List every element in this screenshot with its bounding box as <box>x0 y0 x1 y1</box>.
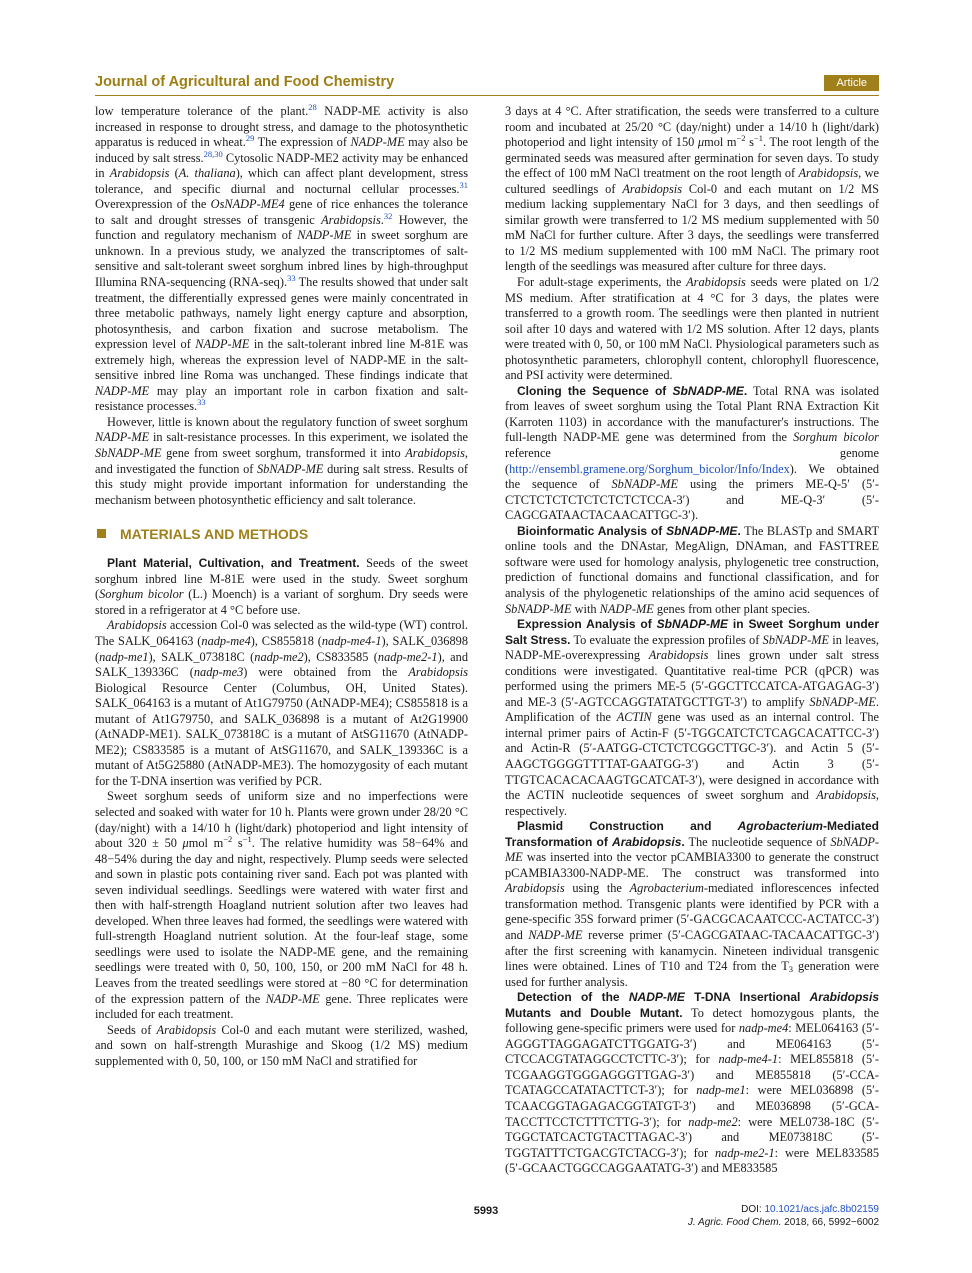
text-run: s <box>232 836 243 851</box>
text-run: . The relative humidity was 58−64% and 48−54% during the day and night, respectively. Plump seeds were selected and sown in plastic pots containing river sand. Each pot was planted with seven individual seedlings. Seedlings were watered with water first and then with half-strength Hoagland nutrient solution after two leaves had developed. When three leaves had formed, the seedlings were watered with full-strength Hoagland nutrient solution. At the four-leaf stage, some seedlings were used to isolate the NADP-ME gene, and the remaining seedlings were treated with 0, 50, 100, 150, or 200 mM NaCl for 48 h. Leaves from the treated seedlings were stored at −80 °C for determination of the expression pattern of the <box>95 836 469 1006</box>
italic-term: NADP-ME <box>95 430 150 445</box>
citation-reference[interactable]: 28,30 <box>203 148 223 159</box>
italic-term: Sorghum bicolor <box>793 430 879 445</box>
journal-header <box>95 74 879 94</box>
header-divider <box>95 95 879 96</box>
italic-term: Arabidopsis <box>408 665 468 680</box>
italic-term: SbNADP-ME <box>256 461 324 476</box>
subscript: 3 <box>788 964 793 975</box>
unit-exponent: −2 <box>223 834 233 845</box>
italic-term: A. thaliana <box>178 166 236 181</box>
text-run: -mediated inflorescences infected transformation method. Transgenic plants were identified by PCR with a gene-specific 35S forward primer (5′-GACGCACAATCCC-ACTATCC-3′) and <box>505 881 879 942</box>
run-in-heading: -Mediated Transformation of <box>505 819 879 849</box>
text-run: seeds were plated on 1/2 MS medium. After stratification at 4 °C for 3 days, the plates were transferred to a growth room. The seedlings were then planted in nutrient soil after 10 days and watered with 1/2 MS solution. After 12 days, plants were treated with 0, 50, or 100 mM NaCl. Physiological parameters such as photosynthetic parameters, chlorophyll content, chlorophyll fluorescence, and PSI activity were determined. <box>505 275 879 383</box>
text-run: in leaves, NADP-ME-overexpressing <box>505 632 880 663</box>
italic-term: Arabidopsis <box>107 618 167 633</box>
text-run: ), CS833585 ( <box>303 649 378 664</box>
run-in-heading-italic: Arabidopsis <box>612 834 682 849</box>
text-run: : were MEL0738-18C (5′-TGGCTATCACTGTACTTAGAC-3′) and ME073818C (5′-TGGTATTTCTGACGTCTACG-3′); for <box>505 1114 879 1160</box>
citation-reference[interactable]: 29 <box>245 133 255 144</box>
text-run: (L.) Moench) is a variant of sorghum. Dry seeds were stored in a refrigerator at 4 °C before use. <box>95 587 468 617</box>
text-run: . The root length of the germinated seeds was measured after germination for seven days. To study the effect of 100 mM NaCl treatment on the root length of <box>505 135 880 181</box>
italic-term: Arabidopsis <box>686 275 746 290</box>
run-in-heading-italic: SbNADP-ME <box>656 617 729 632</box>
text-run: using the <box>564 881 630 896</box>
italic-term: NADP-ME <box>528 927 583 942</box>
citation-details: 2018, 66, 5992−6002 <box>781 1217 879 1228</box>
italic-term: Arabidopsis <box>622 181 682 196</box>
section-heading <box>95 525 468 543</box>
text-run: . <box>380 212 384 227</box>
italic-term: nadp-me4 <box>201 633 251 648</box>
text-run: gene was used as an internal control. The internal primer pairs of Actin-F (5′-TGGCATCTCTCAGCACATTCC-3′) and Actin-R (5′-AATGG-CTCTCTCGGCTTGC-3′). and Actin 5 (5′-AAGCTGGGGTTTTAT-GAATGG-3′) and Actin 3 (5′-TTGTCACACACAAGTGCATCAT-3′), were designed in accordance with the ACTIN nucleotide sequences of sweet sorghum and <box>505 710 879 803</box>
text-run: in the salt-tolerant inbred line M-81E was extremely high, whereas the expression level of NADP-ME in the salt-sensitive inbred line Roma was unchanged. These findings indicate that <box>95 337 469 383</box>
text-run: : were MEL833585 (5′-GCAACTGGCCAGGAATATG-3′) and ME833585 <box>505 1145 880 1176</box>
italic-term: Arabidopsis <box>109 166 170 181</box>
text-run: mol m <box>704 135 737 150</box>
paragraph-p-stratification <box>505 104 879 275</box>
italic-term: SbNADP-ME <box>762 632 830 647</box>
italic-term: NADP-ME <box>599 601 654 616</box>
text-run: 3 days at 4 °C. After stratification, the seeds were transferred to a culture room and incubated at 25/20 °C (day/night) under a 14/10 h (light/dark) photoperiod and light intensity of 150 <box>505 104 879 150</box>
text-run: ). We obtained the sequence of <box>505 461 879 492</box>
paragraph-p-plasmid <box>505 819 879 990</box>
italic-term: nadp-me2-1 <box>715 1145 775 1160</box>
right-text-column <box>505 104 879 1177</box>
unit-exponent: −1 <box>753 133 763 144</box>
italic-term: OsNADP-ME4 <box>210 197 285 212</box>
run-in-heading: . <box>681 834 685 849</box>
citation-reference[interactable]: 31 <box>459 179 468 190</box>
text-run: NADP-ME activity is also increased in response to drought stress, and damage to the photosynthetic apparatus is reduced in wheat. <box>95 104 469 150</box>
italic-term: nadp-me3 <box>193 665 244 680</box>
text-run: Overexpression of the <box>95 197 211 212</box>
text-run: Biological Resource Center (Columbus, OH, United States). SALK_064163 is a mutant of At1G79750 (AtNADP-ME4); CS855818 is a mutant of At1G79750, and SALK_036898 is a mutant of At2G19900 (AtNADP-ME1). SALK_073818C is a mutant of AtSG11670 (AtNADP-ME2); CS833585 is a mutant of AtSG11670, and SALK_139336C is a mutant of At5G25880 (AtNADP-ME3). The homozygosity of each mutant for the T-DNA insertion was verified by PCR. <box>95 680 468 788</box>
paragraph-p-detection <box>505 990 879 1177</box>
text-run: in sweet sorghum are unknown. In a previous study, we analyzed the transcriptomes of salt-sensitive and salt-tolerant sweet sorghum inbred lines by high-throughput Illumina RNA-sequencing (RNA-seq). <box>95 228 468 290</box>
text-run: was inserted into the vector pCAMBIA3300 to generate the construct pCAMBIA3300-NADP-ME. The construct was transformed into <box>505 850 879 880</box>
text-run: reference genome ( <box>505 446 879 476</box>
run-in-heading: Cloning the Sequence of <box>517 383 673 398</box>
italic-term: μ <box>182 836 189 851</box>
run-in-heading: . <box>743 383 748 398</box>
italic-term: NADP-ME <box>350 135 405 150</box>
text-run: , we cultured seedlings of <box>505 166 879 196</box>
text-run: Total RNA was isolated from leaves of sweet sorghum using the Total Plant RNA Extraction Kit (Karroten 1103) in accordance with the manufacturer's instructions. The full-length NADP-ME gene was determined from the <box>505 383 879 445</box>
unit-exponent: −1 <box>242 834 252 845</box>
article-type-badge: Article <box>824 75 879 91</box>
italic-term: nadp-me2 <box>688 1114 738 1129</box>
text-run: : were MEL036898 (5′-TCAACGGTAGAGACGGTATGT-3′) and ME036898 (5′-GCA-TACCTTCCTCTTTCTTG-3′); for <box>505 1083 879 1129</box>
run-in-heading: Plant Material, Cultivation, and Treatment. <box>107 556 360 571</box>
text-run: The results showed that under salt treatment, the differentially expressed genes were mainly concentrated in three metabolic pathways, namely light energy capture and absorption, photosynthesis, and carbon fixation and sucrose metabolism. The expression level of <box>95 275 468 352</box>
citation-reference[interactable]: 28 <box>308 102 317 112</box>
text-run: Seeds of <box>107 1022 157 1037</box>
doi-label: DOI: <box>741 1204 765 1215</box>
paragraph-p-seeds-arabidopsis <box>95 1023 468 1070</box>
italic-term: NADP-ME <box>297 228 352 243</box>
italic-term: Arabidopsis <box>648 648 709 663</box>
run-in-heading-italic: NADP-ME <box>628 990 685 1005</box>
text-run: For adult-stage experiments, the <box>517 275 687 290</box>
text-run: Sweet sorghum seeds of uniform size and no imperfections were selected and soaked with water for 10 h. Plants were grown under 28/20 °C (day/night) with a 14/10 h (light/dark) photoperiod and light intensity of about 320 ± 50 <box>95 789 468 851</box>
italic-term: Arabidopsis <box>156 1022 217 1037</box>
paragraph-p-bioinformatic <box>505 524 879 617</box>
italic-term: nadp-me4-1 <box>321 633 382 648</box>
citation-footer <box>688 1203 879 1229</box>
italic-term: nadp-me1 <box>99 649 149 664</box>
text-run: mol m <box>188 836 224 851</box>
run-in-heading: Bioinformatic Analysis of <box>517 523 667 538</box>
text-run: ( <box>169 166 179 181</box>
text-run: s <box>745 135 754 150</box>
doi-link[interactable]: 10.1021/acs.jafc.8b02159 <box>764 1204 879 1215</box>
citation-reference[interactable]: 33 <box>197 397 206 408</box>
italic-term: μ <box>697 135 705 150</box>
text-run: low temperature tolerance of the plant. <box>95 104 309 118</box>
paragraph-p-plant-material <box>95 556 468 618</box>
run-in-heading: Detection of the <box>517 990 629 1005</box>
italic-term: Arabidopsis <box>816 788 876 803</box>
text-run: : MEL064163 (5′-AGGGTTAGGAGATCTTGGATG-3′) and ME064163 (5′-CTCCACGTATAGGCCTCTTC-3′); for <box>505 1021 879 1067</box>
citation-reference[interactable]: 33 <box>287 273 296 284</box>
italic-term: nadp-me4-1 <box>718 1052 779 1067</box>
paragraph-p-expression <box>505 617 879 819</box>
text-run: ), which can affect plant development, stress tolerance, and specific diurnal and nocturnal cellular processes. <box>95 166 469 196</box>
citation-reference[interactable]: 32 <box>383 210 393 221</box>
italic-term: nadp-me4 <box>738 1021 789 1036</box>
text-run: ) were obtained from the <box>243 665 409 680</box>
paragraph-p-intro-2 <box>95 415 468 508</box>
italic-term: Arabidopsis <box>405 446 465 461</box>
text-run: accession Col-0 was selected as the wild-type (WT) control. The SALK_064163 ( <box>95 618 468 648</box>
run-in-heading-italic: SbNADP-ME <box>666 523 738 538</box>
text-run: To evaluate the expression profiles of <box>570 632 763 647</box>
text-run: To detect homozygous plants, the following gene-specific primers were used for <box>505 1005 879 1036</box>
run-in-heading-italic: SbNADP-ME <box>672 383 744 398</box>
text-run: ), CS855818 ( <box>250 633 322 648</box>
run-in-heading: . <box>737 523 741 538</box>
text-run: ), SALK_036898 ( <box>95 633 468 664</box>
text-run: Col-0 and each mutant on 1/2 MS medium lacking supplementary NaCl for 3 days, and then seedlings of similar growth were transferred to 1/2 MS medium supplemented with 50 mM NaCl for further culture. After 3 days, the seedlings were transferred to 1/2 MS medium supplemented with 100 mM NaCl. The primary root length of the seedlings was measured after culture for three days. <box>505 181 879 274</box>
text-run: Seeds of the sweet sorghum inbred line M-81E were used in the study. Sweet sorghum ( <box>95 556 468 602</box>
paragraph-p-arabidopsis-lines <box>95 618 468 789</box>
text-run: ), SALK_073818C ( <box>148 649 255 664</box>
text-run: Cytosolic NADP-ME2 activity may be enhanced in <box>95 150 468 181</box>
italic-term: SbNADP-ME <box>505 601 572 616</box>
paragraph-p-intro-1 <box>95 104 468 415</box>
run-in-heading-italic: Arabidopsis <box>809 990 879 1005</box>
url-link[interactable]: http://ensembl.gramene.org/Sorghum_bicolor/Info/Index <box>509 461 790 476</box>
run-in-heading: in Sweet Sorghum under Salt Stress. <box>505 617 879 647</box>
text-run: lines grown under salt stress conditions were investigated. Quantitative real-time PCR (qPCR) was performed using the primers ME-5 (5′-GGCTTCCATCA-ATGAGAG-3′) and ME-3 (5′-AGTCCAGGTATATGCTTGT-3′) to amplify <box>505 648 880 709</box>
italic-term: SbNADP-ME <box>809 694 876 709</box>
journal-title[interactable]: Journal of Agricultural and Food Chemistry <box>95 74 395 90</box>
run-in-heading: Expression Analysis of <box>517 617 657 632</box>
text-run: may also be induced by salt stress. <box>95 135 468 165</box>
section-bullet-icon <box>97 529 106 538</box>
italic-term: nadp-me1 <box>696 1083 746 1098</box>
text-run: However, the function and regulatory mechanism of <box>95 212 468 243</box>
text-run: generation were used for further analysis. <box>505 959 879 989</box>
text-run: gene from sweet sorghum, transformed it into <box>161 446 406 461</box>
text-run: : MEL855818 (5′-TCGAAGGTGGGAGGGTTGAG-3′) and ME855818 (5′-CCA-TCATAGCCATATACTTCT-3′); for <box>505 1052 879 1098</box>
text-run: Col-0 and each mutant were sterilized, washed, and sown on half-strength Murashige and Skoog (1/2 MS) medium supplemented with 0, 50, 100, or 150 mM NaCl and stratified for <box>95 1022 468 1068</box>
text-run: genes from other plant species. <box>653 601 811 616</box>
italic-term: Sorghum bicolor <box>99 587 184 602</box>
italic-term: Arabidopsis <box>798 166 859 181</box>
text-run: using the primers ME-Q-5′ (5′-CTCTCTCTCTCTCTCTCTCCA-3′) and ME-Q-3′ (5′-CAGCGATAACTACAACATTGC-3′). <box>505 477 879 523</box>
unit-exponent: −2 <box>736 133 746 144</box>
text-run: with <box>571 601 600 616</box>
italic-term: ACTIN <box>616 710 652 725</box>
text-run: reverse primer (5′-CAGCGATAAC-TACAACATTGC-3′) after the first screening with kanamycin. Nineteen individual transgenic lines were obtained. Lines of T10 and T24 from the T <box>505 927 879 974</box>
text-run: gene. Three replicates were included for each treatment. <box>95 991 469 1022</box>
run-in-heading-italic: Agrobacterium <box>737 819 823 834</box>
run-in-heading: T-DNA Insertional <box>684 990 810 1005</box>
text-run: in salt-resistance processes. In this experiment, we isolated the <box>149 430 468 445</box>
left-text-column <box>95 104 468 1069</box>
italic-term: Agrobacterium <box>629 881 704 896</box>
run-in-heading: Plasmid Construction and <box>517 819 738 834</box>
text-run: The nucleotide sequence of <box>684 834 831 849</box>
paragraph-p-sorghum-growth <box>95 789 468 1022</box>
text-run: The expression of <box>254 135 351 150</box>
text-run: during salt stress. Results of this study might provide important information for understanding the mechanism between photosynthetic efficiency and salt tolerance. <box>95 461 468 507</box>
text-run: . Amplification of the <box>505 694 879 725</box>
text-run: The BLASTp and SMART online tools and the DNAstar, MegAlign, DNAman, and FASTTREE software were used for homology analysis, phylogenetic tree construction, prediction of functional domains and functional classification, and for analysis of the phylogenetic relationships of the amino acid sequences of <box>505 523 879 600</box>
italic-term: NADP-ME <box>265 991 320 1006</box>
italic-term: NADP-ME <box>195 337 250 352</box>
text-run: ), and SALK_139336C ( <box>95 649 469 680</box>
text-run: , respectively. <box>505 788 879 818</box>
italic-term: SbNADP-ME <box>505 834 880 865</box>
text-run: However, little is known about the regulatory function of sweet sorghum <box>107 414 468 429</box>
paragraph-p-adult-stage <box>505 275 879 384</box>
italic-term: nadp-me2 <box>254 649 304 664</box>
run-in-heading: Mutants and Double Mutant. <box>505 1005 683 1020</box>
italic-term: Arabidopsis <box>321 212 381 227</box>
italic-term: SbNADP-ME <box>95 446 162 461</box>
text-run: gene of rice enhances the tolerance to salt and drought stresses of transgenic <box>95 197 468 227</box>
citation-journal: J. Agric. Food Chem. <box>687 1217 782 1228</box>
italic-term: nadp-me2-1 <box>377 649 438 664</box>
text-run: , and investigated the function of <box>95 446 468 476</box>
italic-term: Arabidopsis <box>505 881 565 896</box>
section-heading-text: MATERIALS AND METHODS <box>120 526 309 543</box>
italic-term: SbNADP-ME <box>611 477 679 492</box>
page-number: 5993 <box>473 1205 499 1217</box>
paragraph-p-cloning <box>505 384 879 524</box>
text-run: may play an important role in carbon fixation and salt-resistance processes. <box>95 383 468 414</box>
italic-term: NADP-ME <box>95 383 150 398</box>
